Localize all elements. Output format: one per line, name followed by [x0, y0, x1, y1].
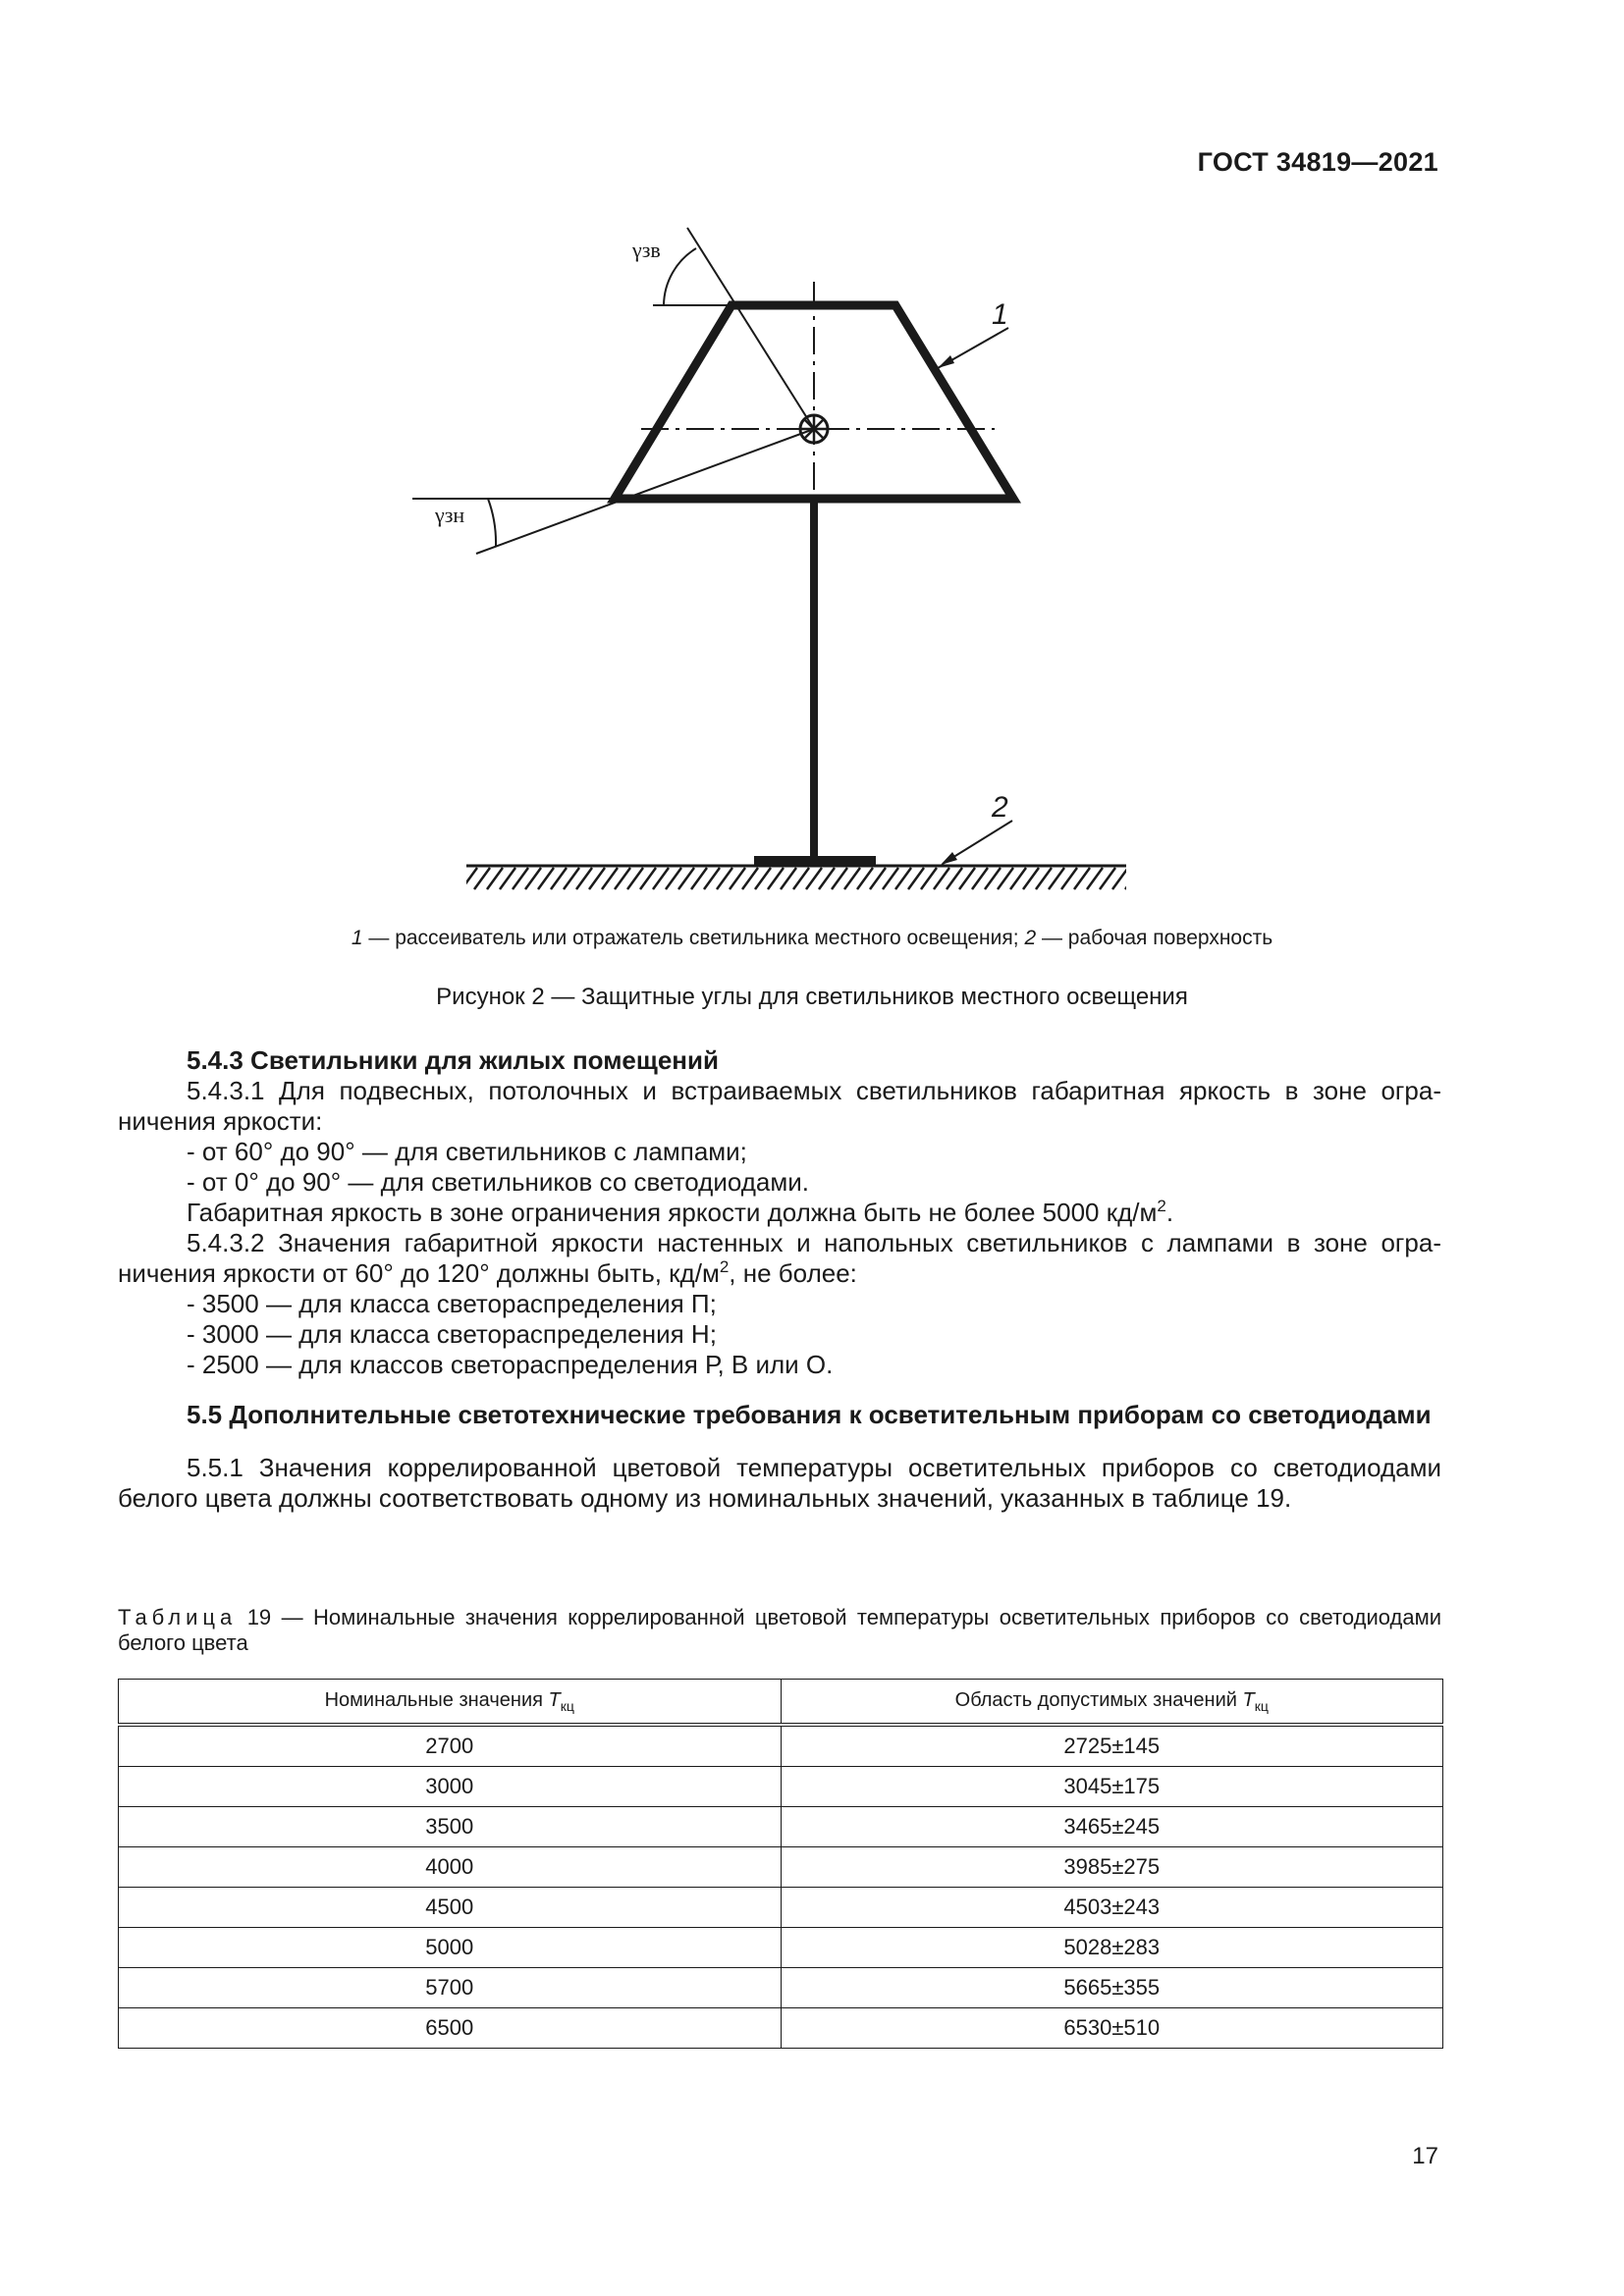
paragraph: 5.5.1 Значения коррелированной цветовой температуры осветительных приборов со светодиодами белого цвета должны соответствовать одному из номинальных значений, указанных в таблице 19.	[118, 1453, 1441, 1513]
nominal-value-cell: 4000	[119, 1847, 782, 1888]
nominal-value-cell: 2700	[119, 1725, 782, 1767]
table-row	[119, 1767, 1443, 1807]
table-row	[119, 2008, 1443, 2049]
list-item: - от 0° до 90° — для светильников со светодиодами.	[187, 1167, 809, 1197]
table-row	[119, 1928, 1443, 1968]
range-value-cell: 3985±275	[781, 1847, 1443, 1888]
range-value-cell: 3465±245	[781, 1807, 1443, 1847]
page-number: 17	[1412, 2143, 1438, 2169]
table-row	[119, 1968, 1443, 2008]
table-row	[119, 1888, 1443, 1928]
nominal-value-cell: 5700	[119, 1968, 782, 2008]
range-value-cell: 5028±283	[781, 1928, 1443, 1968]
bottom-angle-arc	[488, 499, 496, 546]
label-1: 1	[992, 298, 1008, 331]
figure-legend: 1 — рассеиватель или отражатель светильника местного освещения; 2 — рабочая поверхность	[351, 927, 1273, 949]
list-item: - 2500 — для классов светораспределения Р, В или О.	[187, 1350, 834, 1379]
label-2: 2	[992, 791, 1008, 824]
top-angle-arc	[664, 248, 696, 305]
section-heading-5-4-3: 5.4.3 Светильники для жилых помещений	[187, 1045, 719, 1075]
nominal-value-cell: 4500	[119, 1888, 782, 1928]
lamp-stand	[810, 500, 818, 859]
list-item: - 3000 — для класса светораспределения Н;	[187, 1319, 717, 1349]
figure-2-diagram	[0, 0, 1624, 982]
section-5-4-3	[118, 1045, 1441, 1514]
list-item: - 3500 — для класса светораспределения П;	[187, 1289, 717, 1318]
range-value-cell: 4503±243	[781, 1888, 1443, 1928]
figure-caption: Рисунок 2 — Защитные углы для светильников местного освещения	[436, 984, 1188, 1010]
nominal-value-cell: 3500	[119, 1807, 782, 1847]
table-19	[118, 1679, 1443, 2049]
nominal-value-cell: 3000	[119, 1767, 782, 1807]
table-row	[119, 1847, 1443, 1888]
gamma-bottom-label: γзн	[435, 503, 465, 527]
table-row	[119, 1725, 1443, 1767]
column-header-nominal: Номинальные значения $T_{кц}$	[119, 1680, 782, 1726]
range-value-cell: 6530±510	[781, 2008, 1443, 2049]
standard-header: ГОСТ 34819—2021	[1197, 147, 1438, 177]
gamma-top-label: γзв	[632, 238, 661, 262]
range-value-cell: 2725±145	[781, 1725, 1443, 1767]
ground-hatching	[461, 868, 1154, 889]
column-header-range: Область допустимых значений $T_{кц}$	[781, 1680, 1443, 1726]
table-row	[119, 1807, 1443, 1847]
paragraph: 5.4.3.2 Значения габаритной яркости настенных и напольных светильников с лампами в зоне ограничения яркости от 60° до 120° должны быть, $кд/м^2$, не более:	[118, 1228, 1441, 1288]
list-item: - от 60° до 90° — для светильников с лампами;	[187, 1137, 747, 1166]
range-value-cell: 3045±175	[781, 1767, 1443, 1807]
table-19-caption: Таблица 19 — Номинальные значения коррелированной цветовой температуры осветительных приборов со светодиодами белого цвета	[118, 1605, 1441, 1655]
paragraph: Габаритная яркость в зоне ограничения яркости должна быть не более 5000 $кд/м^2$.	[187, 1197, 1174, 1227]
nominal-value-cell: 6500	[119, 2008, 782, 2049]
top-angle-ray	[687, 228, 814, 429]
range-value-cell: 5665±355	[781, 1968, 1443, 2008]
section-heading-5-5: 5.5 Дополнительные светотехнические требования к осветительным приборам со светодиодами	[187, 1400, 1432, 1429]
paragraph: 5.4.3.1 Для подвесных, потолочных и встраиваемых светильников габаритная яркость в зоне ограничения яркости:	[118, 1076, 1441, 1136]
nominal-value-cell: 5000	[119, 1928, 782, 1968]
